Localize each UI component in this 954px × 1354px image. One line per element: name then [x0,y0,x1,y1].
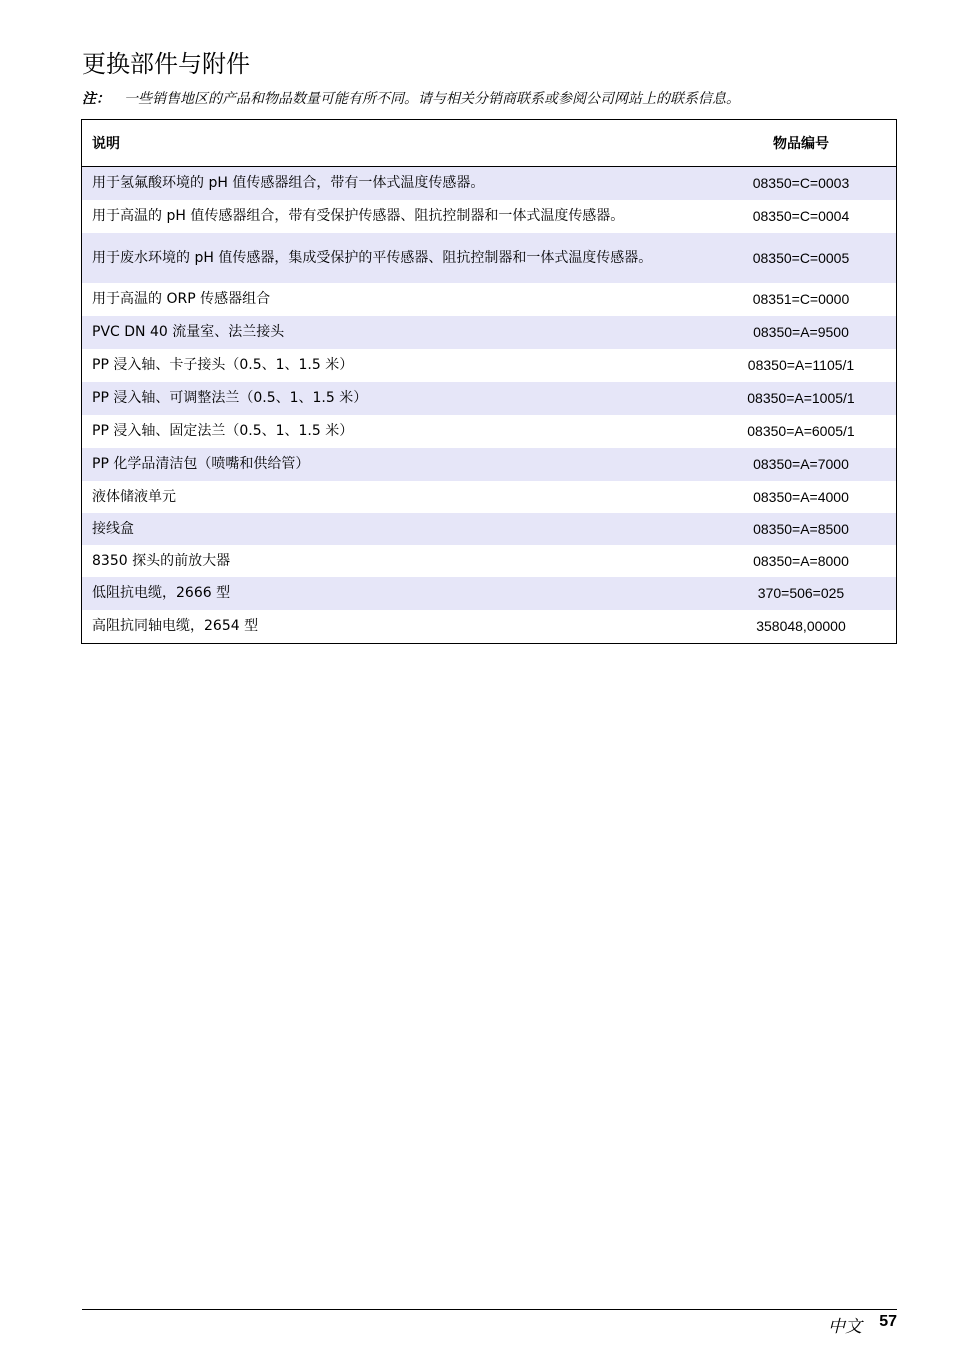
header-description: 说明 [82,120,707,167]
note-label: 注： [82,91,110,107]
table-row [82,545,897,577]
row-description: 接线盒 [82,513,707,545]
row-description: PVC DN 40 流量室、法兰接头 [82,316,707,349]
row-description: 高阻抗同轴电缆，2654 型 [82,610,707,644]
table-row [82,577,897,610]
row-description: PP 化学品清洁包（喷嘴和供给管） [82,448,707,481]
row-item-number: 08351=C=0000 [706,283,897,316]
table-row [82,610,897,644]
row-description: 用于氢氟酸环境的 pH 值传感器组合，带有一体式温度传感器。 [82,167,707,201]
row-item-number: 08350=C=0004 [706,200,897,233]
table-row [82,200,897,233]
row-item-number: 08350=A=8000 [706,545,897,577]
row-item-number: 08350=A=1105/1 [706,349,897,382]
row-description: 用于高温的 pH 值传感器组合，带有受保护传感器、阻抗控制器和一体式温度传感器。 [82,200,707,233]
row-description: PP 浸入轴、卡子接头（0.5、1、1.5 米） [82,349,707,382]
row-item-number: 08350=C=0003 [706,167,897,201]
table-row [82,316,897,349]
page-title: 更换部件与附件 [82,50,250,78]
footer-language: 中文 [828,1317,862,1337]
row-description: 液体储液单元 [82,481,707,513]
note [82,88,740,108]
table-row [82,448,897,481]
table-row [82,513,897,545]
row-description: PP 浸入轴、可调整法兰（0.5、1、1.5 米） [82,382,707,415]
header-item-number: 物品编号 [706,120,897,167]
table-row [82,349,897,382]
table-row [82,233,897,283]
row-item-number: 08350=A=4000 [706,481,897,513]
row-item-number: 08350=A=9500 [706,316,897,349]
table-row [82,415,897,448]
table-row [82,481,897,513]
footer-divider [82,1309,897,1310]
note-text: 一些销售地区的产品和物品数量可能有所不同。请与相关分销商联系或参阅公司网站上的联系信息。 [124,91,740,107]
parts-table [81,119,897,644]
row-item-number: 08350=A=1005/1 [706,382,897,415]
table-row [82,382,897,415]
row-item-number: 358048,00000 [706,610,897,644]
row-item-number: 08350=A=6005/1 [706,415,897,448]
row-description: 低阻抗电缆，2666 型 [82,577,707,610]
row-item-number: 08350=C=0005 [706,233,897,283]
table-header-row [82,120,897,167]
row-description: 8350 探头的前放大器 [82,545,707,577]
row-description: PP 浸入轴、固定法兰（0.5、1、1.5 米） [82,415,707,448]
row-item-number: 08350=A=8500 [706,513,897,545]
footer-page-number: 57 [879,1313,897,1330]
table-row [82,167,897,201]
row-item-number: 08350=A=7000 [706,448,897,481]
table-row [82,283,897,316]
row-item-number: 370=506=025 [706,577,897,610]
row-description: 用于废水环境的 pH 值传感器，集成受保护的平传感器、阻抗控制器和一体式温度传感器。 [82,233,707,283]
row-description: 用于高温的 ORP 传感器组合 [82,283,707,316]
